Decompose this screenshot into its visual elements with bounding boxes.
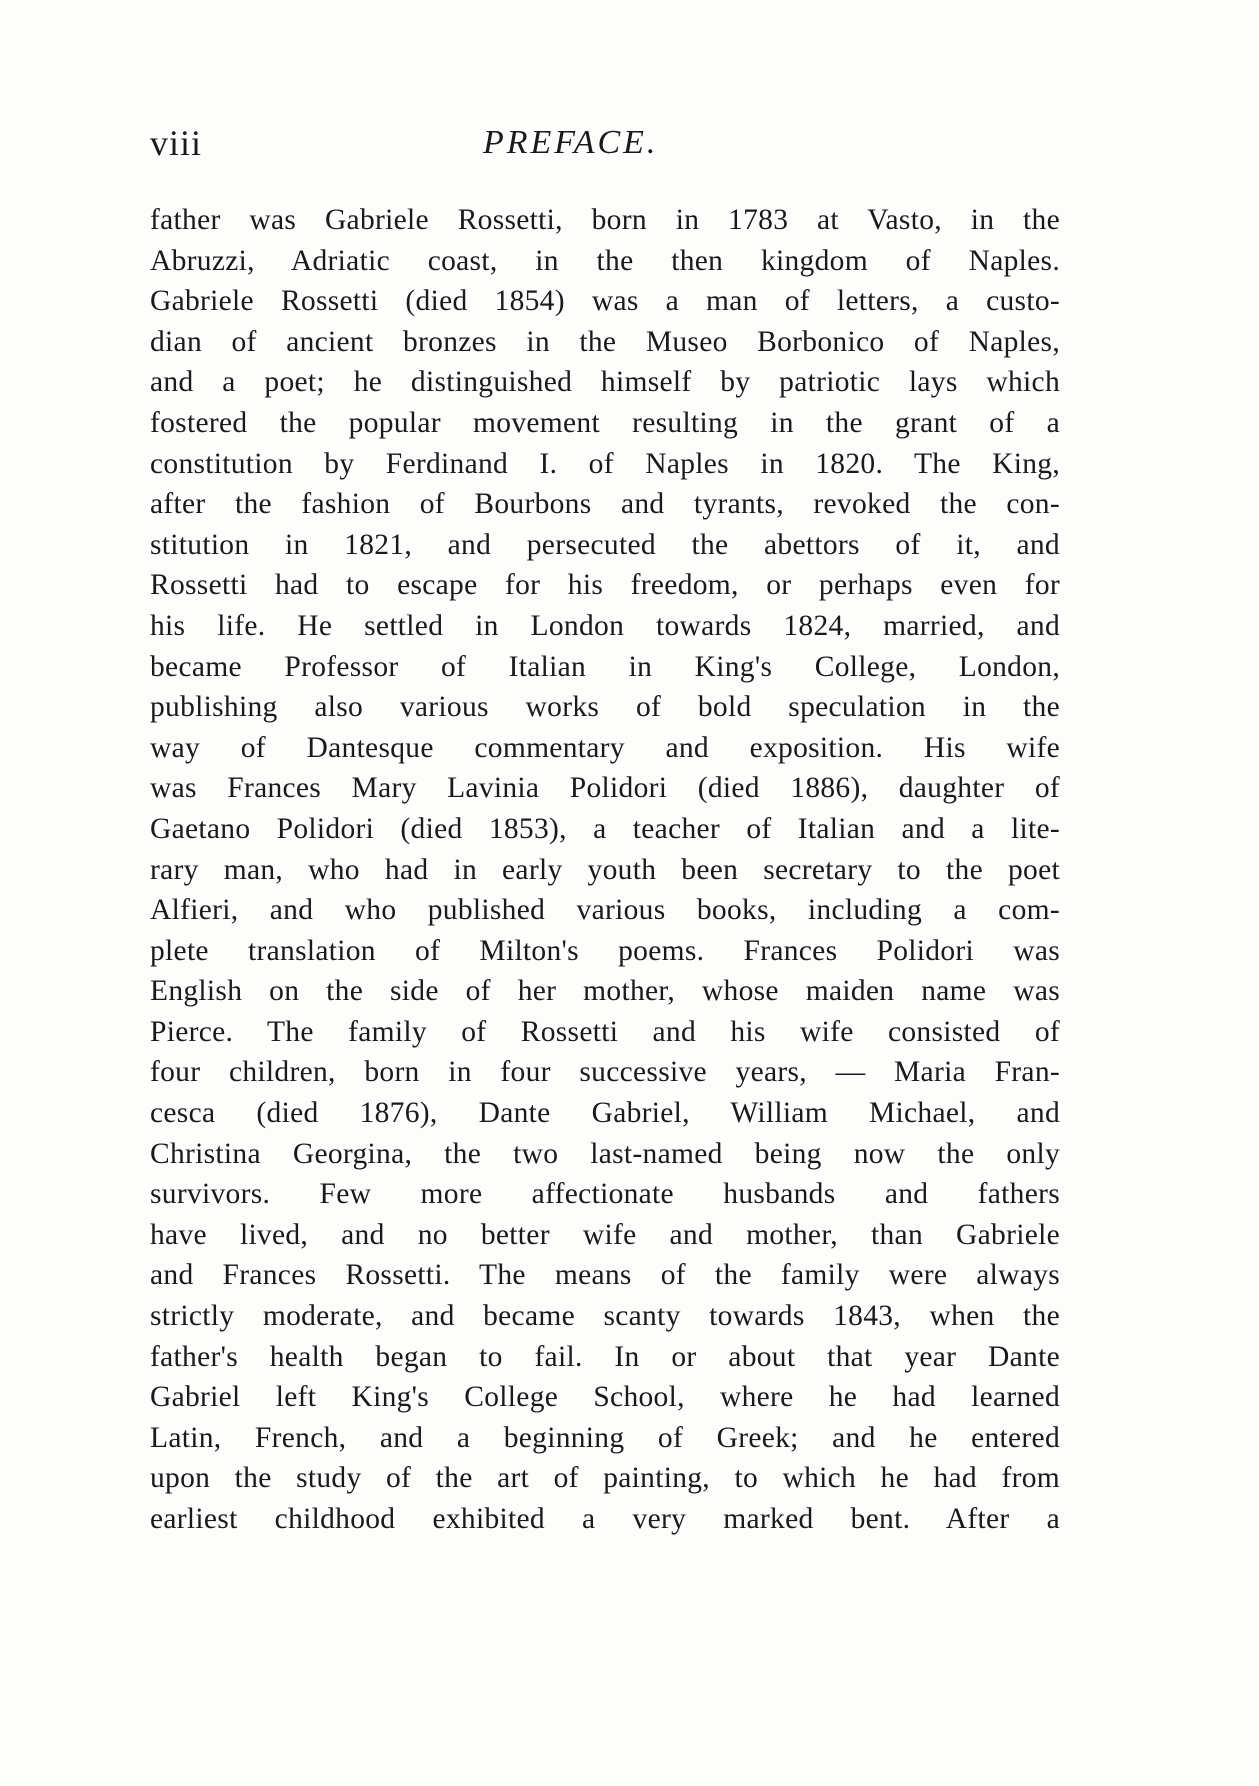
- text-line: Abruzzi, Adriatic coast, in the then kingdom of Naples.: [150, 244, 1060, 277]
- text-line: father's health began to fail. In or about that year Dante: [150, 1340, 1060, 1373]
- text-line: have lived, and no better wife and mother, than Gabriele: [150, 1218, 1060, 1251]
- text-line: rary man, who had in early youth been secretary to the poet: [150, 853, 1060, 886]
- text-line: Christina Georgina, the two last-named being now the only: [150, 1137, 1060, 1170]
- text-line: and Frances Rossetti. The means of the family were always: [150, 1259, 1060, 1292]
- text-line: earliest childhood exhibited a very marked bent. After a: [150, 1503, 1060, 1535]
- text-line: stitution in 1821, and persecuted the abettors of it, and: [150, 528, 1060, 561]
- text-line: fostered the popular movement resulting in the grant of a: [150, 406, 1060, 439]
- text-line: Latin, French, and a beginning of Greek; and he entered: [150, 1421, 1060, 1454]
- text-line: constitution by Ferdinand I. of Naples in 1820. The King,: [150, 447, 1060, 480]
- text-line: Rossetti had to escape for his freedom, or perhaps even for: [150, 569, 1060, 602]
- text-line: four children, born in four successive years, — Maria Fran-: [150, 1056, 1060, 1089]
- text-line: Gaetano Polidori (died 1853), a teacher of Italian and a lite-: [150, 812, 1060, 845]
- text-line: his life. He settled in London towards 1824, married, and: [150, 609, 1060, 642]
- text-line: Alfieri, and who published various books, including a com-: [150, 894, 1060, 927]
- running-head: PREFACE.: [483, 124, 659, 161]
- body-text: [150, 200, 1060, 1540]
- text-line: plete translation of Milton's poems. Frances Polidori was: [150, 934, 1060, 967]
- text-line: Pierce. The family of Rossetti and his wife consisted of: [150, 1015, 1060, 1048]
- text-line: cesca (died 1876), Dante Gabriel, William Michael, and: [150, 1097, 1060, 1130]
- text-line: after the fashion of Bourbons and tyrants, revoked the con-: [150, 488, 1060, 521]
- text-line: and a poet; he distinguished himself by patriotic lays which: [150, 366, 1060, 399]
- text-line: became Professor of Italian in King's College, London,: [150, 650, 1060, 683]
- text-line: father was Gabriele Rossetti, born in 1783 at Vasto, in the: [150, 204, 1060, 236]
- text-line: English on the side of her mother, whose maiden name was: [150, 975, 1060, 1008]
- text-line: strictly moderate, and became scanty towards 1843, when the: [150, 1300, 1060, 1333]
- text-line: upon the study of the art of painting, to which he had from: [150, 1462, 1060, 1495]
- page-number: viii: [150, 123, 203, 163]
- text-line: Gabriel left King's College School, where he had learned: [150, 1381, 1060, 1414]
- page-header: [150, 118, 1058, 168]
- text-line: was Frances Mary Lavinia Polidori (died 1886), daughter of: [150, 772, 1060, 805]
- text-line: Gabriele Rossetti (died 1854) was a man of letters, a custo-: [150, 285, 1060, 318]
- text-line: survivors. Few more affectionate husbands and fathers: [150, 1178, 1060, 1211]
- text-line: publishing also various works of bold speculation in the: [150, 691, 1060, 724]
- text-line: way of Dantesque commentary and exposition. His wife: [150, 731, 1060, 764]
- text-line: dian of ancient bronzes in the Museo Borbonico of Naples,: [150, 325, 1060, 358]
